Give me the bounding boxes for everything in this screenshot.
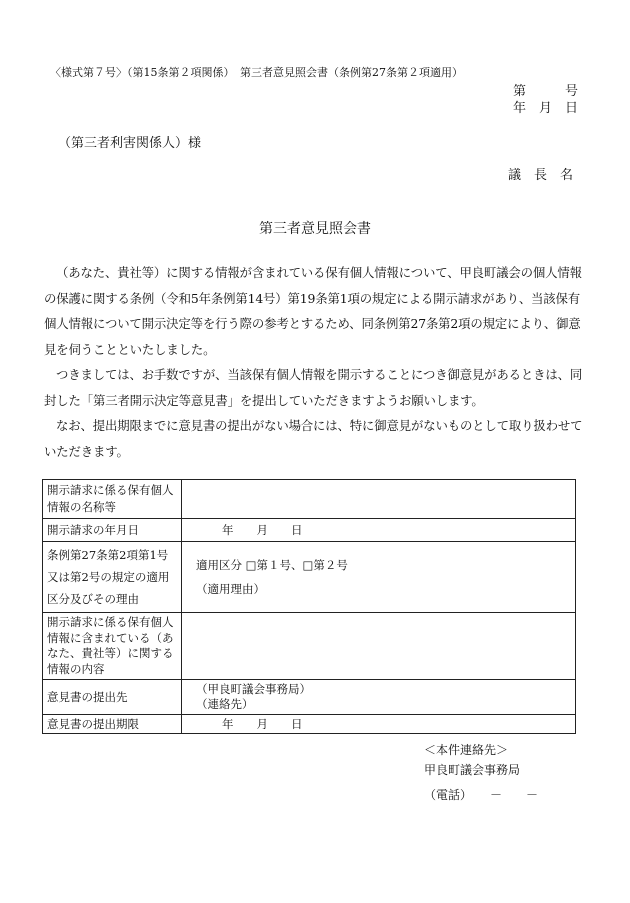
paragraph-1: （あなた、貴社等）に関する情報が含まれている保有個人情報について、甲良町議会の個人情報の保護に関する条例（令和5年条例第14号）第19条第1項の規定による開示請求があり、当該保有個人情報について開示決定等を行う際の参考とするため、同条例第27条第2項の規定により、御意見を伺うことといたしました。 — [44, 265, 582, 357]
table-row — [43, 680, 576, 715]
body-text — [44, 260, 592, 464]
table-value-line: （連絡先） — [196, 697, 254, 711]
paragraph-3: なお、提出期限までに意見書の提出がない場合には、特に御意見がないものとして取り扱わせていただきます。 — [44, 418, 583, 459]
table-label: 開示請求の年月日 — [43, 519, 182, 542]
table-row — [43, 519, 576, 542]
table-label: 条例第27条第2項第1号又は第2号の規定の適用区分及びその理由 — [43, 542, 182, 613]
contact-office: 甲良町議会事務局 — [424, 763, 521, 777]
document-date: 年 月 日 — [512, 101, 578, 116]
table-row — [43, 715, 576, 734]
table-value-line: （適用理由） — [196, 582, 265, 596]
contact-phone: （電話） － － — [424, 788, 539, 802]
table-value-line: （甲良町議会事務局） — [196, 682, 311, 696]
paragraph-2: つきましては、お手数ですが、当該保有個人情報を開示することにつき御意見があるときは、同封した「第三者開示決定等意見書」を提出していただきますようお願いします。 — [44, 367, 583, 408]
table-label: 意見書の提出先 — [43, 680, 182, 715]
table-value — [182, 542, 576, 613]
table-value: 年 月 日 — [182, 715, 576, 734]
table-row — [43, 613, 576, 680]
table-label: 開示請求に係る保有個人情報の名称等 — [43, 480, 182, 519]
form-title: 〈様式第７号〉（第15条第２項関係） 第三者意見照会書（条例第27条第２項適用） — [50, 66, 463, 79]
table-value — [182, 680, 576, 715]
info-table — [42, 479, 576, 734]
table-value — [182, 613, 576, 680]
sender-name: 議 長 名 — [507, 168, 573, 183]
table-value — [182, 480, 576, 519]
contact-heading: ＜本件連絡先＞ — [424, 743, 509, 757]
document-number: 第 号 — [512, 84, 578, 99]
table-label: 開示請求に係る保有個人情報に含まれている（あなた、貴社等）に関する情報の内容 — [43, 613, 182, 680]
table-value: 年 月 日 — [182, 519, 576, 542]
table-label: 意見書の提出期限 — [43, 715, 182, 734]
table-row — [43, 480, 576, 519]
table-value-line: 適用区分 □第１号、□第２号 — [196, 558, 348, 572]
document-title: 第三者意見照会書 — [259, 221, 371, 237]
table-row — [43, 542, 576, 613]
addressee: （第三者利害関係人）様 — [58, 136, 202, 151]
